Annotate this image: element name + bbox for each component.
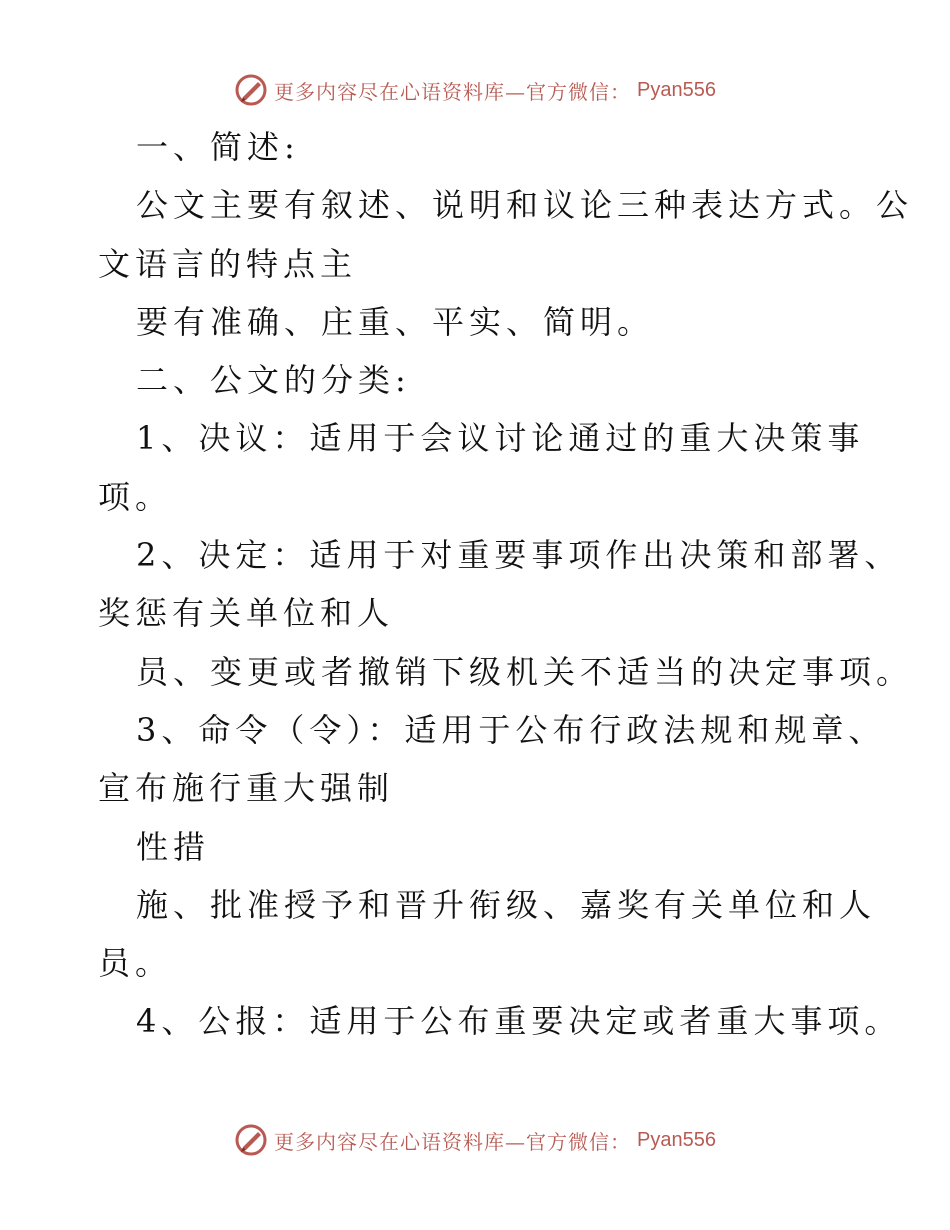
paragraph-line: 公文主要有叙述、说明和议论三种表达方式。公 — [136, 186, 914, 225]
footer-banner — [0, 1120, 950, 1160]
list-item: 3、命令（令）：适用于公布行政法规和规章、 — [136, 710, 886, 749]
header-wechat-id: Pyan556 — [637, 78, 716, 101]
section-heading: 一、简述: — [136, 128, 300, 166]
list-item-continuation: 性措 — [136, 827, 211, 866]
header-banner-text: 更多内容尽在心语资料库—官方微信： — [274, 79, 632, 104]
section-heading: 二、公文的分类: — [136, 361, 411, 400]
paragraph-line: 要有准确、庄重、平实、简明。 — [136, 302, 655, 341]
list-item-continuation: 项。 — [98, 477, 173, 516]
document-body — [98, 118, 914, 1051]
pen-seal-icon — [234, 73, 268, 107]
list-item-continuation: 奖惩有关单位和人 — [98, 594, 395, 633]
list-item: 1、决议：适用于会议讨论通过的重大决策事 — [136, 419, 865, 458]
list-item-continuation: 员。 — [98, 944, 173, 983]
footer-banner-text: 更多内容尽在心语资料库—官方微信： — [274, 1129, 632, 1154]
list-item-continuation: 员、变更或者撤销下级机关不适当的决定事项。 — [136, 652, 914, 691]
list-item: 4、公报：适用于公布重要决定或者重大事项。 — [136, 1002, 902, 1041]
pen-seal-icon — [234, 1123, 268, 1157]
paragraph-line: 文语言的特点主 — [98, 244, 358, 283]
footer-wechat-id: Pyan556 — [637, 1128, 716, 1151]
list-item-continuation: 宣布施行重大强制 — [98, 769, 395, 808]
list-item: 2、决定：适用于对重要事项作出决策和部署、 — [136, 536, 902, 575]
header-banner — [0, 70, 950, 110]
list-item-continuation: 施、批准授予和晋升衔级、嘉奖有关单位和人 — [136, 885, 877, 924]
